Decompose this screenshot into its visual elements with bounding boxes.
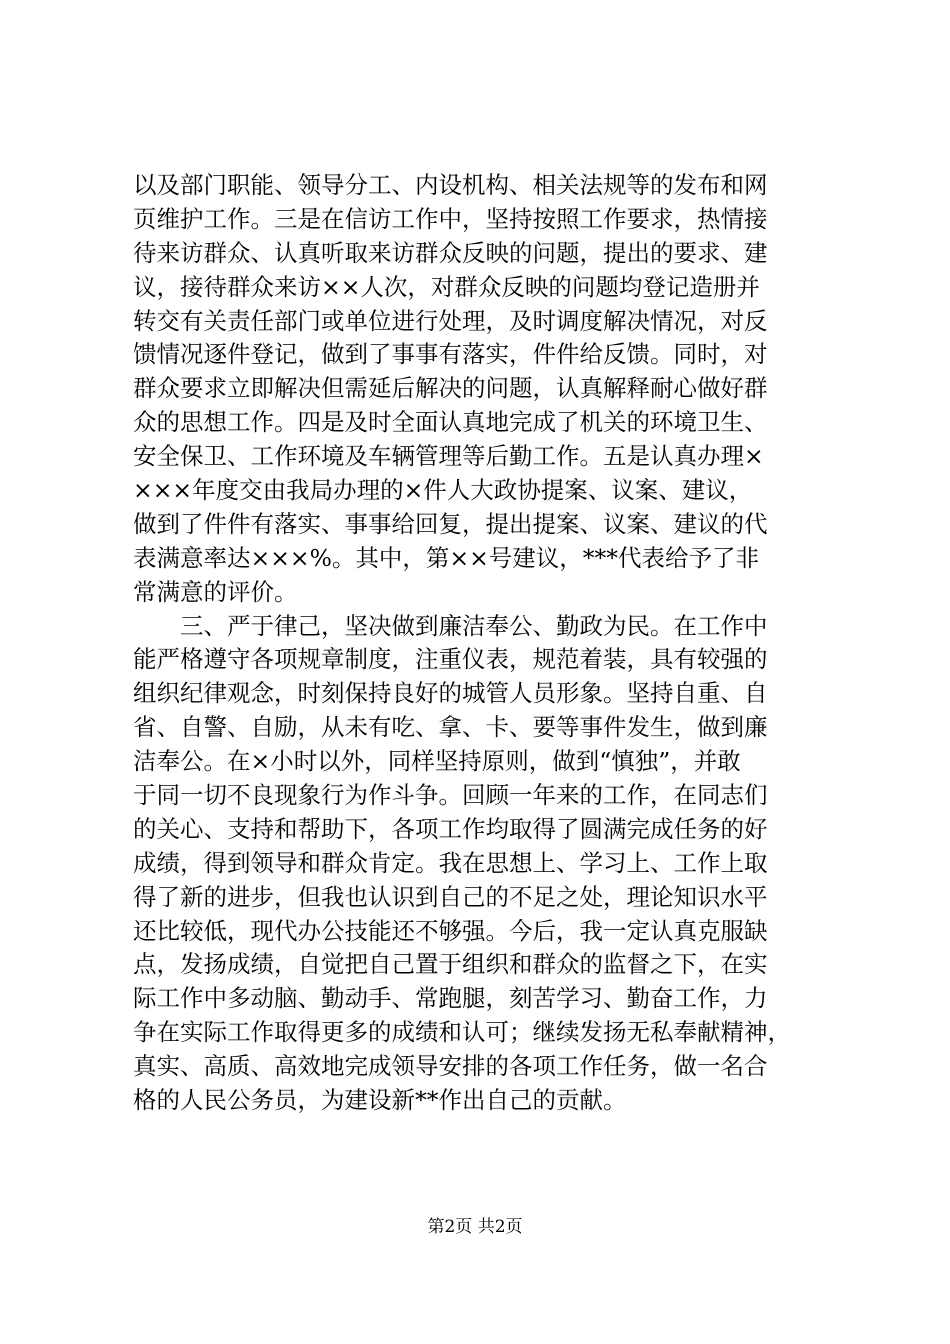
text-line: 点，发扬成绩，自觉把自己置于组织和群众的监督之下，在实 xyxy=(133,950,768,979)
text-line: 于同一切不良现象行为作斗争。回顾一年来的工作，在同志们 xyxy=(133,781,768,810)
text-line: 议，接待群众来访××人次，对群众反映的问题均登记造册并 xyxy=(133,272,760,301)
text-line: 洁奉公。在×小时以外，同样坚持原则，做到“慎独”，并敢 xyxy=(133,747,741,776)
text-line: 常满意的评价。 xyxy=(133,577,298,606)
text-line: 做到了件件有落实、事事给回复，提出提案、议案、建议的代 xyxy=(133,509,768,538)
text-line: 页维护工作。三是在信访工作中，坚持按照工作要求，热情接 xyxy=(133,204,768,233)
text-line: 转交有关责任部门或单位进行处理，及时调度解决情况，对反 xyxy=(133,306,768,335)
text-line: 格的人民公务员，为建设新**作出自己的贡献。 xyxy=(133,1086,627,1115)
text-line: ×××年度交由我局办理的×件人大政协提案、议案、建议， xyxy=(133,476,753,505)
text-line: 三、严于律己，坚决做到廉洁奉公、勤政为民。在工作中 xyxy=(133,611,768,640)
text-line: 馈情况逐件登记，做到了事事有落实，件件给反馈。同时，对 xyxy=(133,340,768,369)
text-line: 待来访群众、认真听取来访群众反映的问题，提出的要求、建 xyxy=(133,238,768,267)
text-line: 以及部门职能、领导分工、内设机构、相关法规等的发布和网 xyxy=(133,171,768,199)
text-line: 成绩，得到领导和群众肯定。我在思想上、学习上、工作上取 xyxy=(133,848,768,877)
text-line: 安全保卫、工作环境及车辆管理等后勤工作。五是认真办理× xyxy=(133,442,764,471)
text-line: 还比较低，现代办公技能还不够强。今后，我一定认真克服缺 xyxy=(133,916,768,945)
text-line: 际工作中多动脑、勤动手、常跑腿，刻苦学习、勤奋工作，力 xyxy=(133,984,768,1013)
document-body xyxy=(133,169,823,1118)
text-line: 众的思想工作。四是及时全面认真地完成了机关的环境卫生、 xyxy=(133,408,768,437)
text-line: 得了新的进步，但我也认识到自己的不足之处，理论知识水平 xyxy=(133,882,768,911)
page-number-label: 第2页 共2页 xyxy=(427,1217,523,1237)
text-line: 能严格遵守各项规章制度，注重仪表，规范着装，具有较强的 xyxy=(133,645,768,674)
text-line: 省、自警、自励，从未有吃、拿、卡、要等事件发生，做到廉 xyxy=(133,713,768,742)
page-footer xyxy=(0,1215,950,1239)
text-line: 争在实际工作取得更多的成绩和认可；继续发扬无私奉献精神， xyxy=(133,1018,791,1047)
text-line: 组织纪律观念，时刻保持良好的城管人员形象。坚持自重、自 xyxy=(133,679,768,708)
text-line: 表满意率达×××%。其中，第××号建议，***代表给予了非 xyxy=(133,543,760,572)
text-line: 的关心、支持和帮助下，各项工作均取得了圆满完成任务的好 xyxy=(133,814,768,843)
text-line: 真实、高质、高效地完成领导安排的各项工作任务，做一名合 xyxy=(133,1052,768,1081)
text-line: 群众要求立即解决但需延后解决的问题，认真解释耐心做好群 xyxy=(133,374,768,403)
